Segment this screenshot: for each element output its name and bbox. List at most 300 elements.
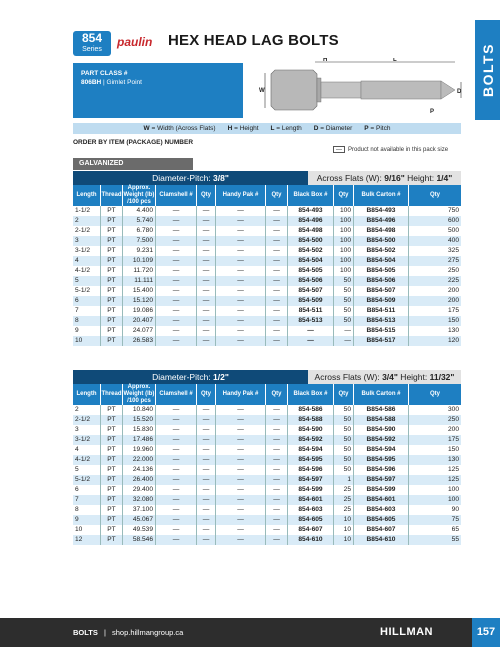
column-header: Qty <box>429 192 440 198</box>
table-row <box>73 505 461 515</box>
column-header: Qty <box>429 391 440 397</box>
page-footer <box>0 618 500 647</box>
table-cell: — <box>156 445 197 455</box>
table-row <box>73 405 461 415</box>
table-cell: 100 <box>334 236 354 246</box>
table-cell: PT <box>101 296 123 306</box>
table-cell: — <box>156 405 197 415</box>
table-cell: — <box>216 236 266 246</box>
table-cell: 10 <box>73 336 101 346</box>
table-cell: 29.400 <box>123 485 156 495</box>
table-cell: — <box>216 296 266 306</box>
table-cell: 75 <box>451 516 459 523</box>
table-row <box>73 475 461 485</box>
table-cell: PT <box>101 306 123 316</box>
table-cell: 854-605 <box>288 515 334 525</box>
table-cell: 5 <box>73 465 101 475</box>
table-row <box>73 246 461 256</box>
table-cell: 10 <box>73 525 101 535</box>
table-cell: PT <box>101 425 123 435</box>
page-number: 157 <box>472 618 500 647</box>
table-cell: 854-507 <box>288 286 334 296</box>
table-cell: — <box>197 465 216 475</box>
table-cell: — <box>197 216 216 226</box>
table-cell: — <box>216 405 266 415</box>
table-cell: — <box>266 405 288 415</box>
table-row <box>73 276 461 286</box>
column-header: Clamshell # <box>156 185 197 206</box>
table-row <box>73 445 461 455</box>
table-cell: PT <box>101 226 123 236</box>
table-cell: 225 <box>447 277 459 284</box>
table-cell: B854-592 <box>354 435 409 445</box>
column-header: Qty <box>266 384 288 405</box>
table-cell: — <box>216 415 266 425</box>
table-cell: 1 <box>334 475 354 485</box>
table-cell: — <box>156 336 197 346</box>
table-cell: 50 <box>334 465 354 475</box>
table-cell: — <box>156 246 197 256</box>
table-cell: PT <box>101 445 123 455</box>
table-cell: — <box>216 276 266 286</box>
table-cell: 854-502 <box>288 246 334 256</box>
hillman-logo: HILLMAN <box>380 626 433 638</box>
table-cell: 6 <box>73 296 101 306</box>
part-class-panel <box>73 63 243 118</box>
table-cell: — <box>197 306 216 316</box>
table-cell: 50 <box>334 276 354 286</box>
table-cell: B854-594 <box>354 445 409 455</box>
table-cell: 25 <box>334 495 354 505</box>
na-note-text: Product not available in this pack size <box>348 146 449 153</box>
table-cell: 26.583 <box>123 336 156 346</box>
table-cell: 100 <box>334 216 354 226</box>
table-cell: B854-605 <box>354 515 409 525</box>
table-cell: B854-586 <box>354 405 409 415</box>
table-cell: 175 <box>447 307 459 314</box>
legend-item: W = Width (Across Flats) <box>143 125 216 132</box>
bolt-gimlet-point <box>441 81 455 99</box>
table-cell: — <box>197 236 216 246</box>
diameter-pitch: Diameter-Pitch: 1/2" <box>73 370 308 384</box>
table-cell: 250 <box>447 416 459 423</box>
table-cell: — <box>266 445 288 455</box>
table-cell: — <box>216 535 266 545</box>
table-cell: — <box>197 435 216 445</box>
table-cell: 854-607 <box>288 525 334 535</box>
table-cell: 854-594 <box>288 445 334 455</box>
table-cell: 3-1/2 <box>73 435 101 445</box>
table-cell: 130 <box>447 327 459 334</box>
part-class-value: 806BH | Gimlet Point <box>81 79 142 86</box>
table-cell: 9 <box>73 515 101 525</box>
table-cell: B854-601 <box>354 495 409 505</box>
table-cell: — <box>266 475 288 485</box>
table-cell: 4.400 <box>123 206 156 216</box>
table-cell: — <box>266 485 288 495</box>
table-cell: 19.960 <box>123 445 156 455</box>
table-cell: 5.740 <box>123 216 156 226</box>
column-header: Handy Pak # <box>216 384 266 405</box>
table-cell: PT <box>101 256 123 266</box>
table-cell: — <box>197 286 216 296</box>
table-cell: — <box>156 276 197 286</box>
table-cell: 50 <box>334 415 354 425</box>
diagram-label-l: L <box>393 58 397 63</box>
finish-label: GALVANIZED <box>73 158 193 170</box>
table-cell: 17.486 <box>123 435 156 445</box>
table-cell: PT <box>101 455 123 465</box>
table-cell: 50 <box>334 316 354 326</box>
table-cell: 45.067 <box>123 515 156 525</box>
table-cell: 125 <box>447 476 459 483</box>
table-cell: — <box>334 326 354 336</box>
table-row <box>73 216 461 226</box>
table-cell: 15.120 <box>123 296 156 306</box>
table-row <box>73 206 461 216</box>
table-cell: 4 <box>73 445 101 455</box>
table-cell: B854-505 <box>354 266 409 276</box>
table-cell: — <box>197 445 216 455</box>
table-cell: B854-506 <box>354 276 409 286</box>
bolt-thread <box>361 81 441 99</box>
table-cell: — <box>266 226 288 236</box>
table-cell: — <box>216 505 266 515</box>
table-header <box>73 185 461 206</box>
table-cell: 854-595 <box>288 455 334 465</box>
table-row <box>73 455 461 465</box>
table-cell: B854-607 <box>354 525 409 535</box>
table-row <box>73 306 461 316</box>
table-cell: — <box>156 485 197 495</box>
table-cell: 24.136 <box>123 465 156 475</box>
column-header: Clamshell # <box>156 384 197 405</box>
table-cell: — <box>334 336 354 346</box>
table-cell: — <box>216 495 266 505</box>
table-cell: — <box>266 256 288 266</box>
column-header: Thread <box>101 185 123 206</box>
table-cell: 854-496 <box>288 216 334 226</box>
table-cell: B854-588 <box>354 415 409 425</box>
table-cell: 854-504 <box>288 256 334 266</box>
table-cell: — <box>216 226 266 236</box>
table-cell: PT <box>101 206 123 216</box>
table-cell: — <box>156 515 197 525</box>
table-cell: 200 <box>447 426 459 433</box>
table-cell: 600 <box>447 217 459 224</box>
table-cell: B854-504 <box>354 256 409 266</box>
table-cell: 100 <box>447 496 459 503</box>
table-cell: 1-1/2 <box>73 206 101 216</box>
table-cell: 150 <box>447 317 459 324</box>
table-cell: 100 <box>334 206 354 216</box>
table-cell: — <box>266 326 288 336</box>
table-cell: PT <box>101 236 123 246</box>
table-cell: 49.539 <box>123 525 156 535</box>
table-cell: — <box>156 306 197 316</box>
table-cell: — <box>156 415 197 425</box>
series-label: Series <box>82 46 102 53</box>
column-header: Bulk Carton # <box>354 384 409 405</box>
column-header: Approx. Weight (lb) /100 pcs <box>123 384 155 404</box>
legend-item: D = Diameter <box>313 125 353 132</box>
size-table-1-2 <box>73 370 461 545</box>
table-row <box>73 256 461 266</box>
table-cell: — <box>266 455 288 465</box>
table-cell: PT <box>101 465 123 475</box>
table-cell: — <box>197 266 216 276</box>
flats-height: Across Flats (W): 9/16" Height: 1/4" <box>308 171 461 185</box>
table-cell: — <box>216 216 266 226</box>
table-cell: PT <box>101 326 123 336</box>
column-header: Black Box # <box>288 384 334 405</box>
table-cell: 50 <box>334 306 354 316</box>
table-cell: 854-511 <box>288 306 334 316</box>
table-cell: 854-603 <box>288 505 334 515</box>
table-cell: — <box>266 316 288 326</box>
table-cell: 15.830 <box>123 425 156 435</box>
table-cell: 10 <box>334 525 354 535</box>
table-cell: — <box>216 206 266 216</box>
table-cell: 50 <box>334 425 354 435</box>
table-row <box>73 515 461 525</box>
table-cell: 4-1/2 <box>73 266 101 276</box>
table-cell: — <box>266 525 288 535</box>
table-cell: — <box>216 475 266 485</box>
table-cell: PT <box>101 495 123 505</box>
table-cell: 26.400 <box>123 475 156 485</box>
table-cell: — <box>216 256 266 266</box>
table-cell: 5 <box>73 276 101 286</box>
side-tab-label: BOLTS <box>479 43 496 97</box>
table-cell: PT <box>101 286 123 296</box>
bolt-shank <box>321 82 361 98</box>
table-cell: — <box>156 266 197 276</box>
legend-item: L = Length <box>270 125 302 132</box>
column-header: Handy Pak # <box>216 185 266 206</box>
table-cell: — <box>266 266 288 276</box>
table-cell: — <box>197 336 216 346</box>
column-header: Black Box # <box>288 185 334 206</box>
table-cell: B854-513 <box>354 316 409 326</box>
table-row <box>73 435 461 445</box>
bolt-diagram <box>255 58 470 118</box>
table-cell: 10.109 <box>123 256 156 266</box>
footer-left <box>73 628 183 637</box>
table-row <box>73 226 461 236</box>
table-cell: — <box>197 326 216 336</box>
table-cell: B854-599 <box>354 485 409 495</box>
table-row <box>73 266 461 276</box>
table-cell: B854-511 <box>354 306 409 316</box>
page-title: HEX HEAD LAG BOLTS <box>168 32 339 49</box>
diagram-label-d: D <box>457 89 462 95</box>
table-cell: 10.840 <box>123 405 156 415</box>
table-cell: 500 <box>447 227 459 234</box>
table-cell: — <box>197 276 216 286</box>
table-cell: 10 <box>334 515 354 525</box>
table-cell: — <box>266 246 288 256</box>
table-cell: 300 <box>447 406 459 413</box>
table-cell: PT <box>101 246 123 256</box>
table-cell: 12 <box>73 535 101 545</box>
table-cell: — <box>216 425 266 435</box>
table-cell: 19.086 <box>123 306 156 316</box>
table-cell: — <box>216 326 266 336</box>
table-spec-row <box>73 370 461 384</box>
table-cell: B854-610 <box>354 535 409 545</box>
table-cell: — <box>197 485 216 495</box>
table-row <box>73 236 461 246</box>
table-row <box>73 336 461 346</box>
table-cell: — <box>216 286 266 296</box>
table-cell: — <box>266 286 288 296</box>
table-cell: 50 <box>334 405 354 415</box>
part-class-label: PART CLASS # <box>81 70 128 77</box>
table-cell: 25 <box>334 505 354 515</box>
table-cell: — <box>266 296 288 306</box>
table-cell: PT <box>101 505 123 515</box>
table-row <box>73 495 461 505</box>
table-cell: B854-515 <box>354 326 409 336</box>
table-cell: 854-597 <box>288 475 334 485</box>
table-cell: B854-502 <box>354 246 409 256</box>
table-cell: B854-509 <box>354 296 409 306</box>
table-cell: — <box>288 326 334 336</box>
table-cell: PT <box>101 336 123 346</box>
table-cell: B854-603 <box>354 505 409 515</box>
table-cell: 2 <box>73 216 101 226</box>
table-cell: 3-1/2 <box>73 246 101 256</box>
table-cell: — <box>197 495 216 505</box>
table-cell: PT <box>101 485 123 495</box>
table-cell: — <box>266 216 288 226</box>
table-cell: — <box>156 296 197 306</box>
table-cell: — <box>216 465 266 475</box>
legend-item: P = Pitch <box>364 125 391 132</box>
bolt-washer <box>317 78 321 102</box>
table-spec-row <box>73 171 461 185</box>
bolt-head <box>271 70 317 110</box>
table-cell: 854-513 <box>288 316 334 326</box>
table-cell: PT <box>101 535 123 545</box>
order-note: ORDER BY ITEM (PACKAGE) NUMBER <box>73 139 194 146</box>
table-cell: 854-590 <box>288 425 334 435</box>
column-header: Qty <box>334 384 354 405</box>
table-cell: — <box>197 525 216 535</box>
table-cell: 125 <box>447 466 459 473</box>
table-cell: PT <box>101 405 123 415</box>
table-cell: 200 <box>447 297 459 304</box>
table-cell: 854-493 <box>288 206 334 216</box>
table-cell: 3 <box>73 425 101 435</box>
table-cell: 5-1/2 <box>73 475 101 485</box>
table-cell: B854-596 <box>354 465 409 475</box>
table-cell: PT <box>101 525 123 535</box>
table-cell: 7 <box>73 495 101 505</box>
table-cell: 854-498 <box>288 226 334 236</box>
table-cell: — <box>156 316 197 326</box>
table-cell: B854-493 <box>354 206 409 216</box>
table-cell: 4-1/2 <box>73 455 101 465</box>
table-cell: 854-599 <box>288 485 334 495</box>
table-cell: 854-509 <box>288 296 334 306</box>
table-cell: — <box>156 525 197 535</box>
table-cell: — <box>156 465 197 475</box>
table-cell: B854-590 <box>354 425 409 435</box>
table-row <box>73 316 461 326</box>
diagram-label-h: H <box>323 58 328 63</box>
table-cell: 100 <box>334 226 354 236</box>
table-cell: 150 <box>447 446 459 453</box>
table-cell: 8 <box>73 505 101 515</box>
table-cell: — <box>156 425 197 435</box>
series-badge <box>73 31 111 56</box>
table-cell: — <box>216 445 266 455</box>
brand-logo: paulin <box>117 35 153 49</box>
table-cell: 400 <box>447 237 459 244</box>
dimension-legend <box>73 123 461 134</box>
table-cell: 50 <box>334 286 354 296</box>
table-cell: 100 <box>334 266 354 276</box>
table-cell: B854-507 <box>354 286 409 296</box>
table-cell: 24.077 <box>123 326 156 336</box>
table-cell: 25 <box>334 485 354 495</box>
table-cell: PT <box>101 266 123 276</box>
table-cell: 854-601 <box>288 495 334 505</box>
diameter-pitch: Diameter-Pitch: 3/8" <box>73 171 308 185</box>
part-class-desc: Gimlet Point <box>106 79 142 86</box>
table-cell: 5-1/2 <box>73 286 101 296</box>
table-cell: PT <box>101 515 123 525</box>
section-side-tab <box>475 20 500 120</box>
table-cell: — <box>216 246 266 256</box>
footer-url[interactable]: shop.hillmangroup.ca <box>112 628 184 637</box>
table-cell: — <box>156 455 197 465</box>
table-cell: B854-498 <box>354 226 409 236</box>
table-cell: — <box>156 286 197 296</box>
table-cell: 325 <box>447 247 459 254</box>
table-cell: — <box>156 256 197 266</box>
table-cell: 37.100 <box>123 505 156 515</box>
diagram-label-w: W <box>259 88 265 94</box>
table-cell: — <box>197 246 216 256</box>
table-cell: — <box>216 316 266 326</box>
table-cell: — <box>216 485 266 495</box>
table-cell: 6.780 <box>123 226 156 236</box>
table-cell: 2-1/2 <box>73 226 101 236</box>
column-header: Bulk Carton # <box>354 185 409 206</box>
table-cell: 50 <box>334 445 354 455</box>
table-cell: 275 <box>447 257 459 264</box>
table-cell: — <box>156 206 197 216</box>
table-cell: — <box>197 415 216 425</box>
table-cell: — <box>266 306 288 316</box>
table-cell: 120 <box>447 337 459 344</box>
table-cell: 11.111 <box>123 276 156 286</box>
table-cell: 10 <box>334 535 354 545</box>
table-cell: 22.000 <box>123 455 156 465</box>
table-cell: — <box>266 206 288 216</box>
part-class-code: 806BH <box>81 79 102 86</box>
table-cell: 20.407 <box>123 316 156 326</box>
table-cell: — <box>197 535 216 545</box>
table-cell: — <box>156 326 197 336</box>
footer-separator: | <box>103 628 106 637</box>
table-cell: 854-596 <box>288 465 334 475</box>
table-cell: 854-586 <box>288 405 334 415</box>
table-cell: PT <box>101 475 123 485</box>
